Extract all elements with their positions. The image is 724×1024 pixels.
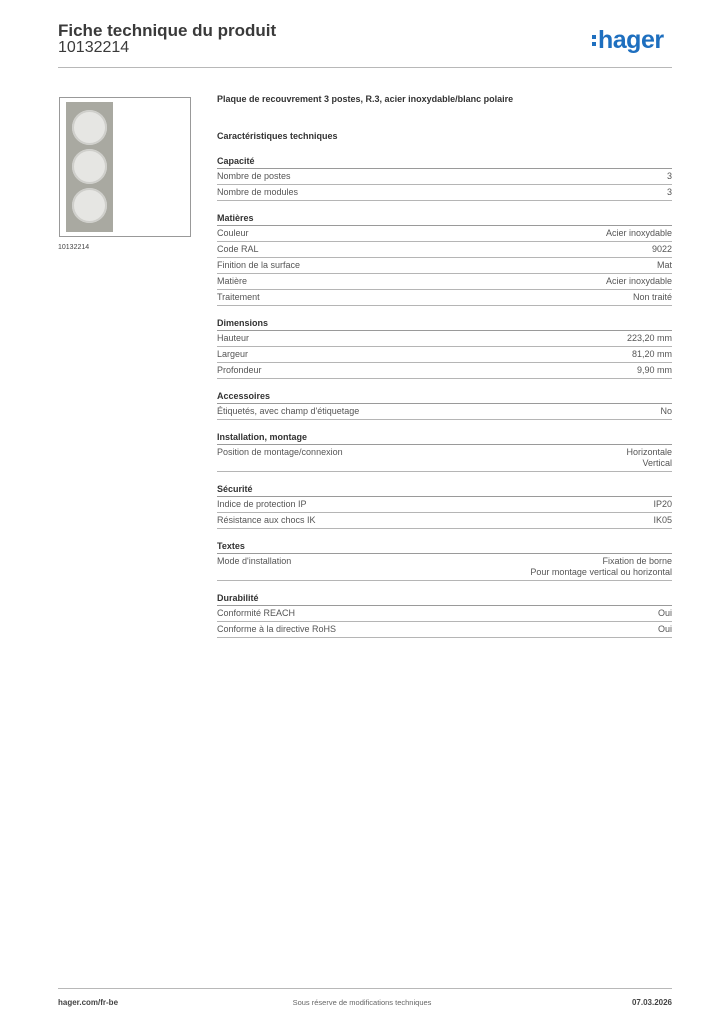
spec-section	[217, 391, 672, 420]
spec-row	[217, 497, 672, 513]
spec-label: Couleur	[217, 228, 249, 238]
spec-value	[658, 608, 672, 619]
page-title: Fiche technique du produit	[58, 21, 277, 40]
spec-label: Code RAL	[217, 244, 259, 254]
spec-row	[217, 445, 672, 472]
section-title: Durabilité	[217, 593, 672, 606]
spec-label: Matière	[217, 276, 248, 286]
spec-section	[217, 213, 672, 306]
spec-row	[217, 169, 672, 185]
hager-logo[interactable]	[592, 26, 664, 55]
spec-label: Étiquetés, avec champ d'étiquetage	[217, 406, 360, 416]
spec-row	[217, 290, 672, 306]
spec-value-line: IK05	[653, 515, 672, 525]
spec-value-line: Fixation de borne	[602, 556, 672, 566]
spec-row	[217, 404, 672, 420]
spec-value	[658, 624, 672, 635]
logo-text: hager	[598, 26, 664, 54]
spec-value-line: Pour montage vertical ou horizontal	[530, 567, 672, 577]
spec-value-line: 223,20 mm	[626, 333, 672, 343]
tech-heading: Caractéristiques techniques	[217, 131, 338, 141]
spec-section	[217, 156, 672, 201]
spec-row	[217, 185, 672, 201]
spec-value-line: Non traité	[632, 292, 672, 302]
spec-value-line: 3	[666, 171, 672, 181]
header-divider	[58, 67, 672, 68]
ring-top	[72, 110, 107, 145]
section-title: Textes	[217, 541, 672, 554]
section-title: Capacité	[217, 156, 672, 169]
spec-value-line: Oui	[657, 624, 672, 634]
spec-value	[667, 171, 672, 182]
spec-label: Résistance aux chocs IK	[217, 515, 316, 525]
spec-row	[217, 513, 672, 529]
ring-bottom	[72, 188, 107, 223]
spec-label: Nombre de postes	[217, 171, 291, 181]
spec-row	[217, 554, 672, 581]
logo-dots-icon	[592, 34, 596, 48]
spec-content	[217, 94, 672, 650]
spec-sections	[217, 156, 672, 638]
spec-value-line: Oui	[657, 608, 672, 618]
spec-label: Conforme à la directive RoHS	[217, 624, 337, 634]
footer-notice: Sous réserve de modifications techniques	[292, 998, 432, 1007]
spec-value-line: No	[660, 406, 672, 416]
spec-value-line: Horizontale	[626, 447, 672, 457]
spec-value-line: Mat	[656, 260, 672, 270]
ring-middle	[72, 149, 107, 184]
spec-value	[633, 292, 672, 303]
spec-value-line: Acier inoxydable	[605, 276, 672, 286]
spec-value	[530, 556, 672, 578]
spec-value	[660, 406, 672, 417]
spec-row	[217, 363, 672, 379]
section-title: Installation, montage	[217, 432, 672, 445]
spec-row	[217, 347, 672, 363]
footer-divider	[58, 988, 672, 989]
spec-label: Largeur	[217, 349, 249, 359]
product-description: Plaque de recouvrement 3 postes, R.3, acier inoxydable/blanc polaire	[217, 94, 514, 104]
spec-value	[657, 260, 672, 271]
product-code: 10132214	[58, 39, 130, 56]
section-title: Sécurité	[217, 484, 672, 497]
spec-label: Profondeur	[217, 365, 262, 375]
spec-row	[217, 226, 672, 242]
spec-label: Finition de la surface	[217, 260, 301, 270]
spec-label: Nombre de modules	[217, 187, 299, 197]
spec-value	[606, 228, 672, 239]
spec-section	[217, 541, 672, 581]
spec-value-line: Acier inoxydable	[605, 228, 672, 238]
spec-value	[637, 365, 672, 376]
spec-value	[653, 499, 672, 510]
spec-value-line: Vertical	[642, 458, 672, 468]
spec-label: Conformité REACH	[217, 608, 296, 618]
spec-row	[217, 274, 672, 290]
footer-website-link[interactable]: hager.com/fr-be	[58, 998, 119, 1007]
spec-label: Position de montage/connexion	[217, 447, 343, 457]
spec-section	[217, 593, 672, 638]
spec-label: Indice de protection IP	[217, 499, 307, 509]
spec-section	[217, 484, 672, 529]
spec-row	[217, 622, 672, 638]
spec-value-line: 81,20 mm	[631, 349, 672, 359]
spec-row	[217, 331, 672, 347]
spec-value-line: IP20	[653, 499, 672, 509]
section-title: Matières	[217, 213, 672, 226]
spec-value	[632, 349, 672, 360]
spec-value	[667, 187, 672, 198]
spec-label: Hauteur	[217, 333, 250, 343]
spec-value	[653, 515, 672, 526]
spec-value	[627, 333, 672, 344]
product-image	[66, 102, 113, 232]
section-title: Accessoires	[217, 391, 672, 404]
spec-value	[606, 276, 672, 287]
section-title: Dimensions	[217, 318, 672, 331]
spec-label: Traitement	[217, 292, 260, 302]
spec-row	[217, 242, 672, 258]
spec-value	[626, 447, 672, 469]
spec-section	[217, 432, 672, 472]
image-caption: 10132214	[58, 244, 90, 251]
spec-row	[217, 258, 672, 274]
spec-label: Mode d'installation	[217, 556, 292, 566]
spec-value-line: 9022	[651, 244, 672, 254]
spec-value-line: 9,90 mm	[636, 365, 672, 375]
spec-value-line: 3	[666, 187, 672, 197]
spec-value	[652, 244, 672, 255]
footer-date: 07.03.2026	[631, 998, 672, 1007]
spec-row	[217, 606, 672, 622]
spec-section	[217, 318, 672, 379]
